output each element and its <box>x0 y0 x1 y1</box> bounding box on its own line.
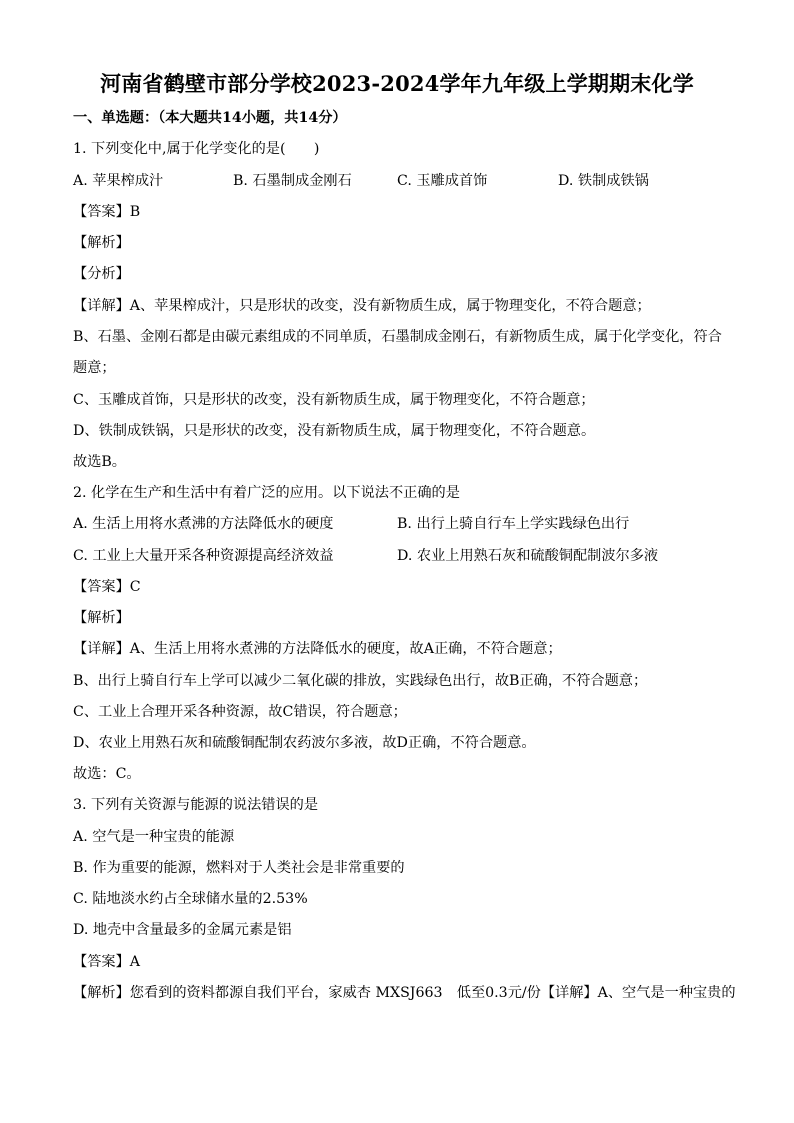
question-1-fenxi-label: 【分析】 <box>73 266 130 282</box>
question-1-analysis-label: 【解析】 <box>73 235 130 251</box>
question-3-option-b: B. 作为重要的能源，燃料对于人类社会是非常重要的 <box>73 860 405 876</box>
question-3-analysis-line: 【解析】您看到的资料都源自我们平台，家威杏 MXSJ663 低至0.3元/份【详解】A、空气是一种宝贵的 <box>73 985 736 1001</box>
question-2-option-d: D. 农业上用熟石灰和硫酸铜配制波尔多液 <box>397 548 659 564</box>
question-1-option-d: D. 铁制成铁锅 <box>558 173 649 189</box>
question-1-detail-line: C、玉雕成首饰，只是形状的改变，没有新物质生成，属于物理变化，不符合题意； <box>73 392 595 408</box>
question-1-detail-line: B、石墨、金刚石都是由碳元素组成的不同单质，石墨制成金刚石，有新物质生成，属于化学变化，符合 <box>73 329 722 345</box>
question-1-conclusion: 故选B。 <box>73 454 126 470</box>
question-3-option-a: A. 空气是一种宝贵的能源 <box>73 829 235 845</box>
question-2-answer: 【答案】C <box>73 579 141 595</box>
question-1-detail-line: 【详解】A、苹果榨成汁，只是形状的改变，没有新物质生成，属于物理变化，不符合题意； <box>73 298 651 314</box>
question-3-answer: 【答案】A <box>73 954 140 970</box>
question-2-option-a: A. 生活上用将水煮沸的方法降低水的硬度 <box>73 516 334 532</box>
question-1-detail-line: 题意； <box>73 360 116 376</box>
question-2-analysis-label: 【解析】 <box>73 610 130 626</box>
question-2-detail-line: C、工业上合理开采各种资源，故C错误，符合题意； <box>73 704 407 720</box>
question-1-option-a: A. 苹果榨成汁 <box>73 173 164 189</box>
question-2-detail-line: 【详解】A、生活上用将水煮沸的方法降低水的硬度，故A正确，不符合题意； <box>73 641 562 657</box>
question-3-stem: 3. 下列有关资源与能源的说法错误的是 <box>73 797 319 813</box>
question-1-option-c: C. 玉雕成首饰 <box>397 173 488 189</box>
document-title: 河南省鹤壁市部分学校2023-2024学年九年级上学期期末化学 <box>100 71 694 96</box>
question-2-detail-line: B、出行上骑自行车上学可以减少二氧化碳的排放，实践绿色出行，故B正确，不符合题意； <box>73 673 648 689</box>
question-3-option-d: D. 地壳中含量最多的金属元素是铝 <box>73 922 292 938</box>
section-heading: 一、单选题：（本大题共14小题，共14分） <box>73 110 347 126</box>
question-2-stem: 2. 化学在生产和生活中有着广泛的应用。以下说法不正确的是 <box>73 485 460 501</box>
question-2-option-b: B. 出行上骑自行车上学实践绿色出行 <box>397 516 630 532</box>
question-1-detail-line: D、铁制成铁锅，只是形状的改变，没有新物质生成，属于物理变化，不符合题意。 <box>73 423 596 439</box>
question-2-conclusion: 故选：C。 <box>73 766 141 782</box>
question-1-option-b: B. 石墨制成金刚石 <box>233 173 352 189</box>
question-2-detail-line: D、农业上用熟石灰和硫酸铜配制农药波尔多液，故D正确，不符合题意。 <box>73 735 536 751</box>
question-1-stem: 1. 下列变化中,属于化学变化的是( ) <box>73 141 320 157</box>
question-2-option-c: C. 工业上大量开采各种资源提高经济效益 <box>73 548 334 564</box>
question-1-answer: 【答案】B <box>73 204 141 220</box>
question-3-option-c: C. 陆地淡水约占全球储水量的2.53% <box>73 891 308 907</box>
